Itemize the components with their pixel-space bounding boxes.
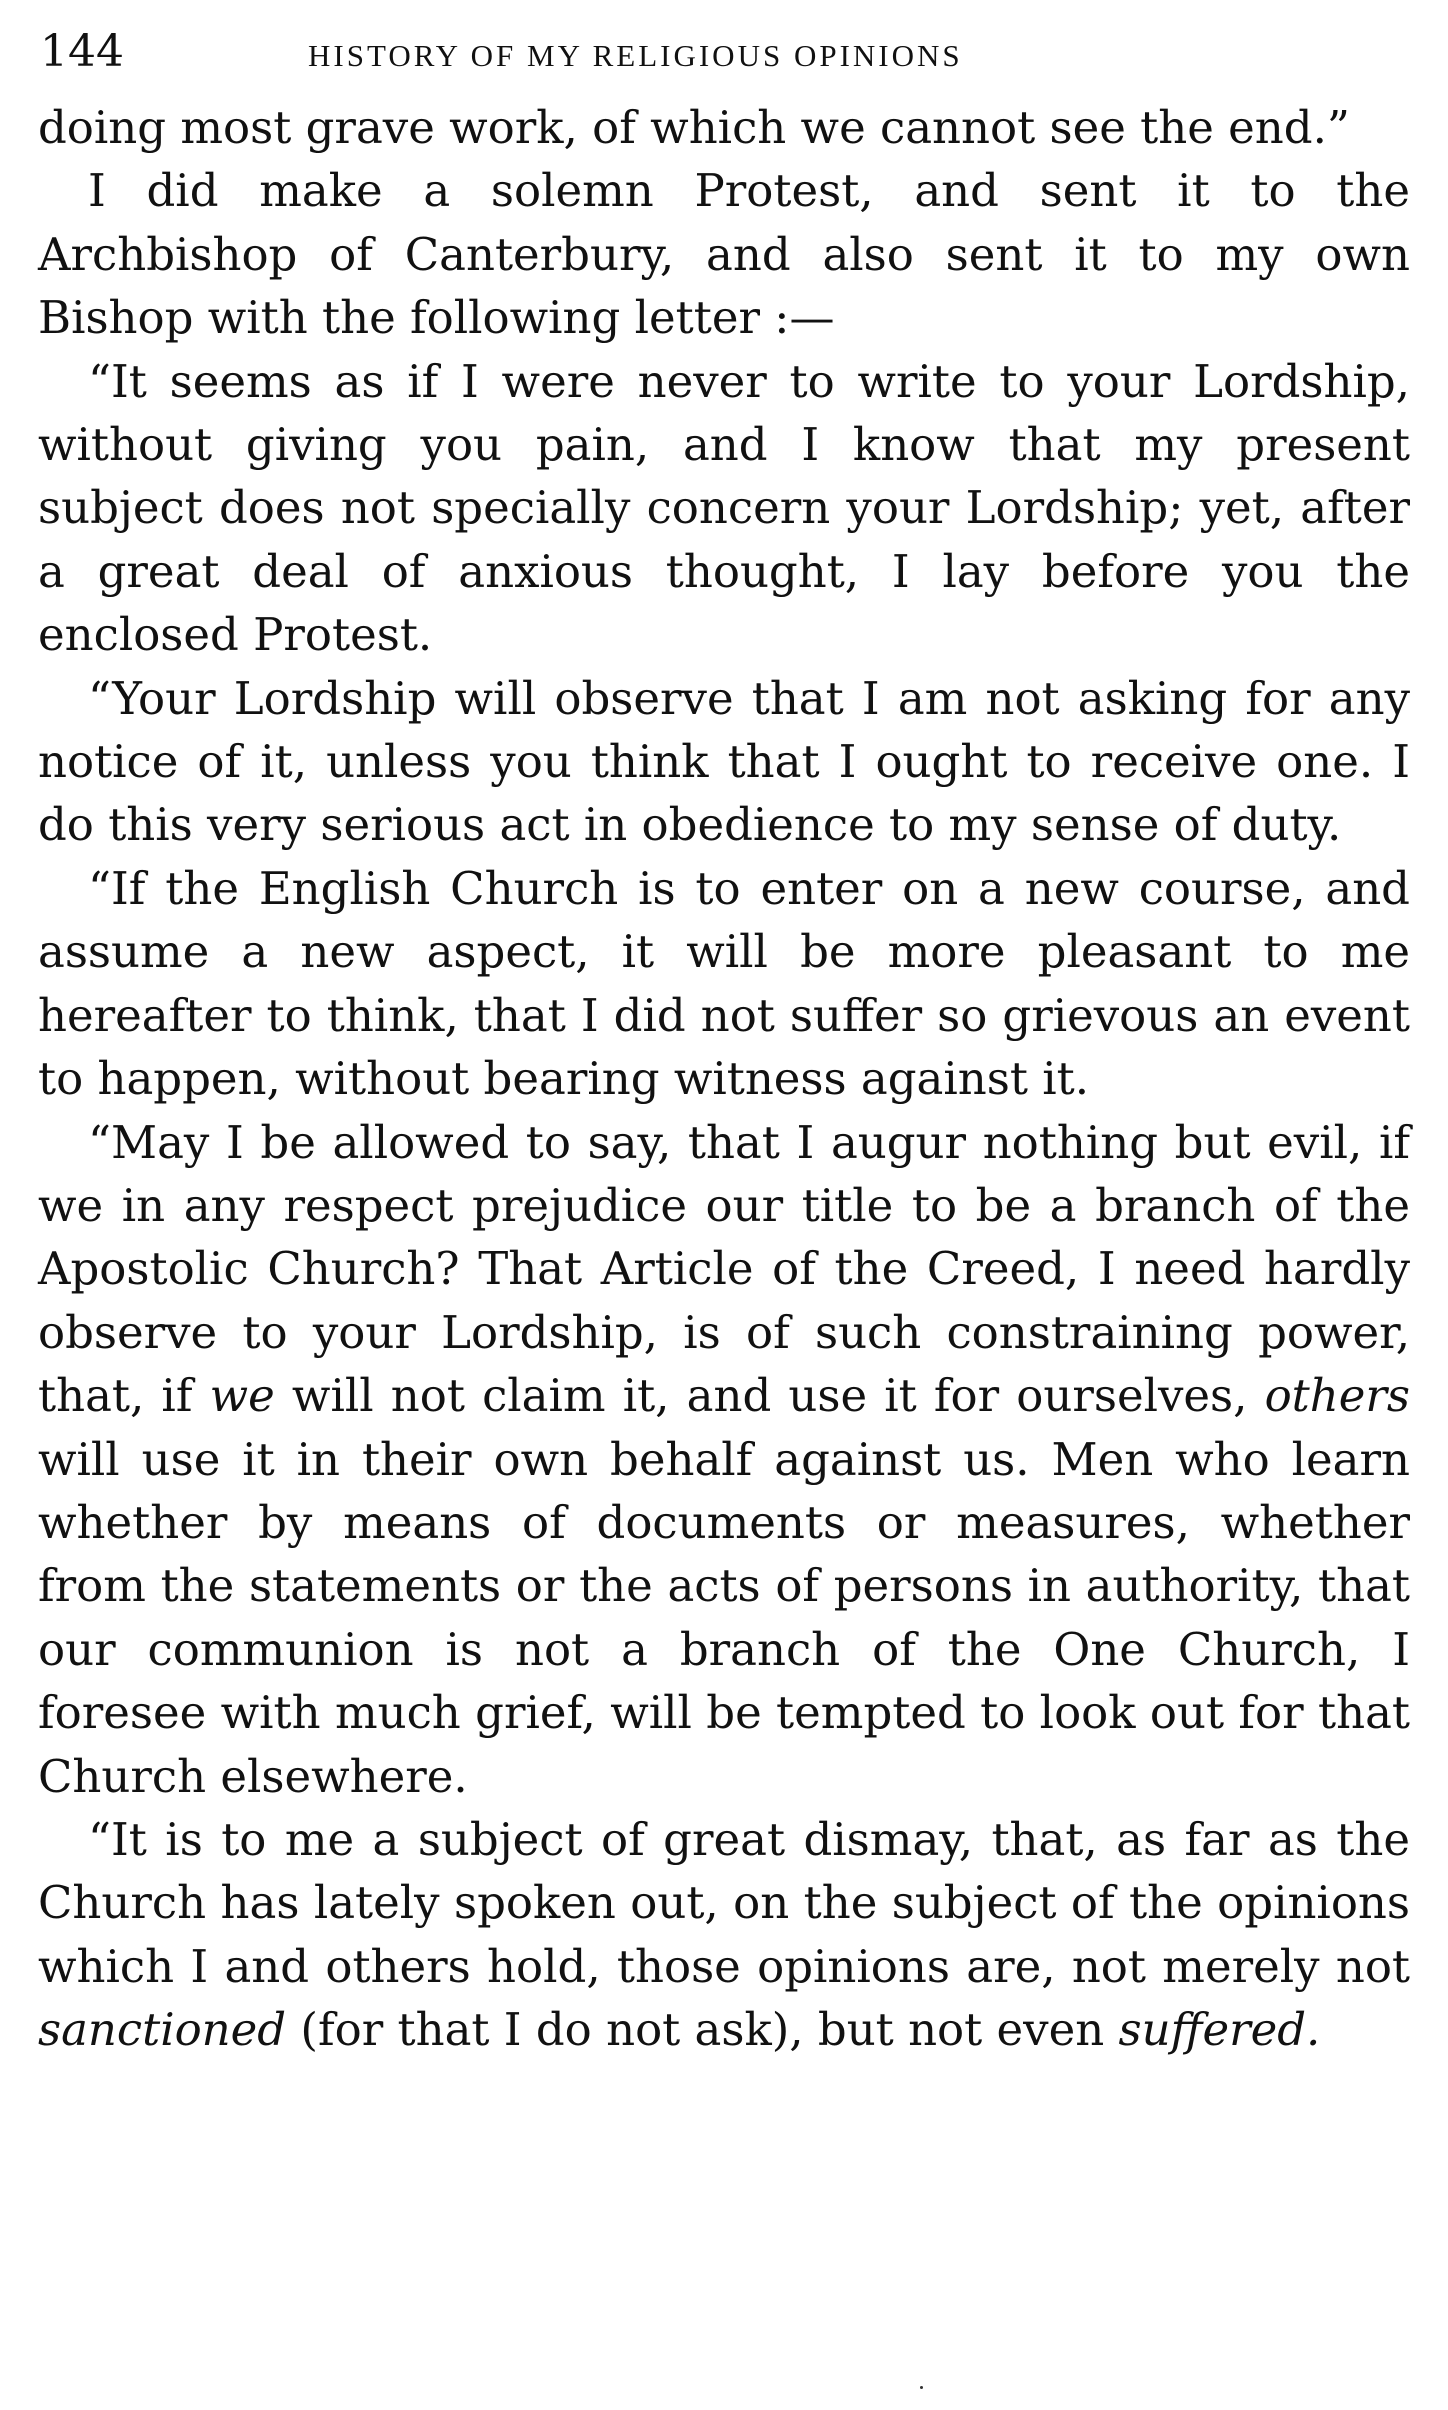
italic-text: sanctioned — [38, 2003, 287, 2057]
paragraph-letter-dismay — [38, 1808, 1410, 2062]
paragraph-letter-notice: “Your Lordship will observe that I am not asking for any notice of it, unless you think that I ought to receive one. I do this very serious act in obedience to my sense of duty. — [38, 671, 1410, 852]
page-number: 144 — [40, 26, 124, 77]
paragraph-protest: I did make a solemn Protest, and sent it to the Archbishop of Canterbury, and also sent it to my own Bishop with the following letter :— — [38, 164, 1410, 345]
italic-text: suffered. — [1118, 2003, 1321, 2057]
body-text — [38, 96, 1410, 2062]
text-segment: will not claim it, and use it for ourselves, — [274, 1369, 1265, 1423]
paragraph-letter-new-course: “If the English Church is to enter on a new course, and assume a new aspect, it will be more pleasant to me hereafter to think, that I did not suffer so grievous an event to happen, without bearing witness against it. — [38, 861, 1410, 1106]
italic-text: we — [209, 1369, 275, 1423]
text-segment: (for that I do not ask), but not even — [286, 2003, 1119, 2057]
running-head: HISTORY OF MY RELIGIOUS OPINIONS — [308, 38, 963, 73]
paragraph-continuation: doing most grave work, of which we cannot see the end.” — [38, 101, 1350, 154]
paragraph-letter-apostolic-church — [38, 1111, 1410, 1808]
text-segment: “May I be allowed to say, that I augur nothing but evil, if we in any respect prejudice our title to be a branch of the Apostolic Church? That Article of the Creed, I need hardly observe to your Lordship, is of such constraining power, that, if — [38, 1115, 1410, 1423]
text-segment: will use it in their own behalf against us. Men who learn whether by means of documents or measures, whether from the statements or the acts of persons in authority, that our communion is not a branch of the One Church, I foresee with much grief, will be tempted to look out for that Church elsewhere. — [38, 1432, 1410, 1803]
text-segment: “It is to me a subject of great dismay, that, as far as the Church has lately spoken out, on the subject of the opinions which I and others hold, those opinions are, not merely not — [38, 1812, 1410, 1993]
italic-text: others — [1264, 1369, 1410, 1423]
book-page — [38, 18, 1410, 2062]
page-header — [38, 18, 1410, 96]
print-speck — [920, 2386, 923, 2389]
paragraph-letter-opening: “It seems as if I were never to write to your Lordship, without giving you pain, and I know that my present subject does not specially concern your Lordship; yet, after a great deal of anxious thought, I lay before you the enclosed Protest. — [38, 354, 1410, 662]
